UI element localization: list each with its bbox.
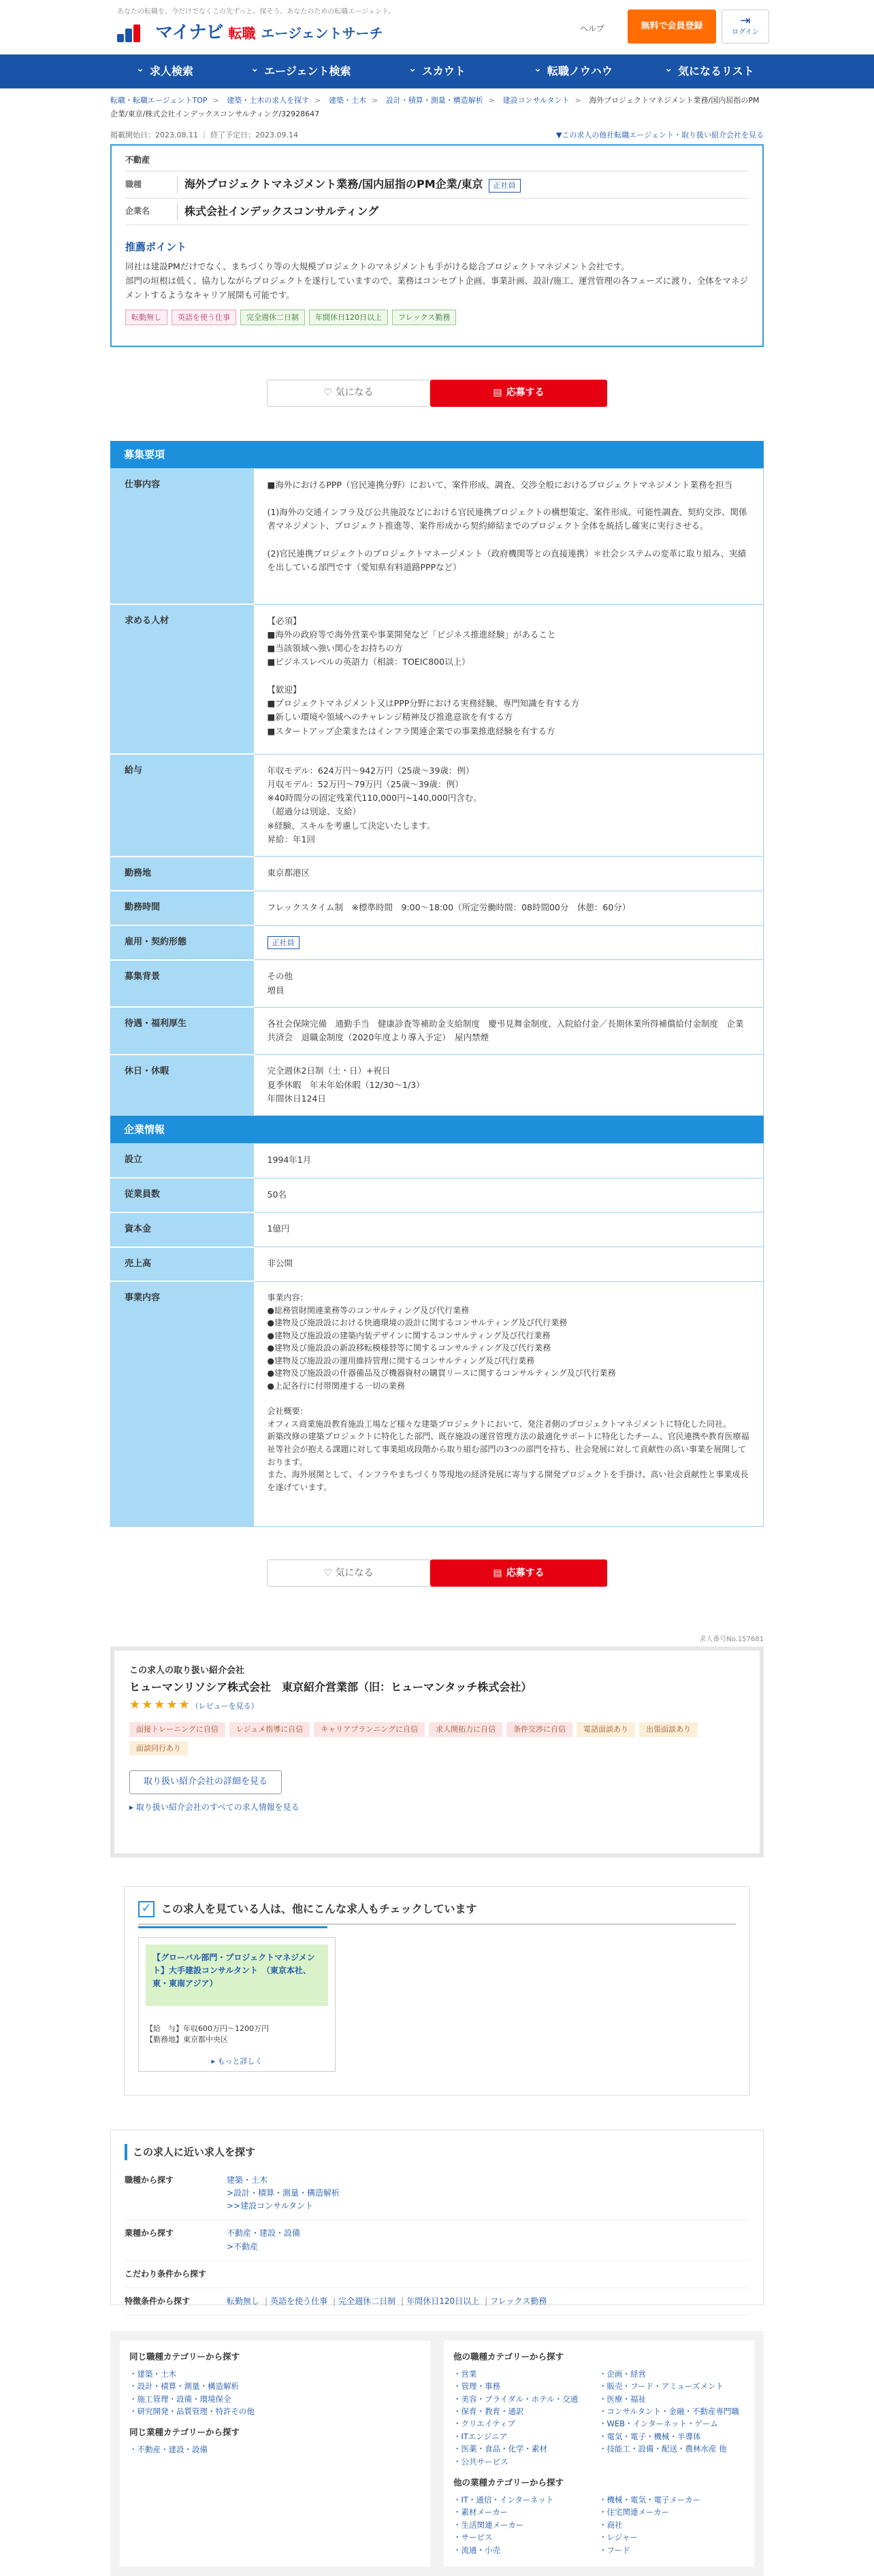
nav-scout[interactable]: ⌄ スカウト [369,54,505,88]
login-label: ログイン [732,29,759,36]
category-link[interactable]: ・ 生活関連メーカー [453,2519,599,2531]
recommend-body: 同社は建設PMだけでなく、まちづくり等の大規模プロジェクトのマネジメントも手がける総合プロジェクトマネジメント会社です。 部門の垣根は低く、協力しながらプロジェクトを遂行していますので、業務はコンセプト企画、事業計画、設計/施工、運営管理の各フェーズに渡り、全体をマネジメントするようなキャリア展開も可能です。 [125,261,748,301]
category-link[interactable]: ・ 管理・事務 [453,2380,599,2392]
site-header [0,0,874,54]
category-link[interactable]: ・ 保育・教育・通訳 [453,2405,599,2417]
table-row: 雇用・契約形態 正社員 [111,925,764,960]
table-row: 給与 年収モデル：624万円〜942万円（25歳〜39歳：例） 月収モデル：52万円〜79万円（25歳〜39歳：例） ※40時間分の固定残業代110,000円~140,000円含む。 （超過分は別途、支給） ※経験、スキルを考慮して決定いたします。 昇給：年1回 [111,754,764,857]
agent-caption: この求人の取り扱い紹介会社 [129,1665,245,1676]
agent-tag: キャリアプランニングに自信 [314,1722,425,1737]
table-row: 売上高 非公開 [111,1247,764,1282]
breadcrumb-item[interactable]: 建設コンサルタント [502,96,570,105]
near-row: こだわり条件から探す [125,2261,749,2288]
nav-knowhow[interactable]: ⌄ 転職ノウハウ [505,54,641,88]
category-link[interactable]: ・ 流通・小売 [453,2544,599,2556]
category-link[interactable]: ・ 公共サービス [453,2456,599,2468]
breadcrumb-current: 海外プロジェクトマネジメント業務/国内屈指のPM企業/東京/株式会社インデックスコンサルティング/32928647 [110,96,760,118]
register-button[interactable]: 無料で会員登録 [628,10,716,44]
breadcrumb: 転職・転職エージェントTOP > 建築・土木の求人を探す > 建築・土木 > 設計・積算・測量・構造解析 > 建設コンサルタント > 海外プロジェクトマネジメント業務/国内屈指のPM企業/東京/株式会社インデックスコンサルティング/32928647 [110,96,760,118]
agent-tag: 面接トレーニングに自信 [129,1722,225,1737]
nav-job-search[interactable]: ⌄ 求人検索 [97,54,233,88]
logo-tenshoku: 転職 [228,24,256,42]
nav-favorites[interactable]: ⌄ 気になるリスト [641,54,777,88]
action-buttons-top [267,380,607,407]
agent-tag: 電話面談あり [577,1722,635,1737]
table-row: 仕事内容 ■海外におけるPPP（官民連携分野）において、案件形成、調査、交渉全般におけるプロジェクトマネジメント業務を担当 (1)海外の交通インフラ及び公共施設などにおける官民連携プロジェクトの構想策定、案件形成、可能性調査、契約交渉、関係者マネジメント、プロジェクト推進等、案件形成から契約締結までのプロジェクト全体を統括し確実に実行させる。 (2)官民連携プロジェクトのプロジェクトマネージメント（政府機関等との直接連携）＊社会システムの変革に取り組み、実績を出している部門です（愛知県有料道路PPPなど） [111,468,764,604]
login-icon: ⇥ [740,14,751,28]
other-agents-link[interactable]: ▼この求人の他社転職エージェント・取り扱い紹介会社を見る [555,131,764,139]
agent-card [110,1647,764,1857]
company-row [125,198,749,225]
recruit-table [110,468,764,1117]
table-row: 資本金 1億円 [111,1212,764,1247]
posting-dates: 掲載開始日：2023.08.11 ｜ 終了予定日：2023.09.14 [110,131,298,139]
apply-icon: ▤ [493,1567,502,1579]
job-title-row [125,171,749,198]
company-name: 株式会社インデックスコンサルティング [177,203,378,220]
near-row: 職種から探す 建築・土木 >設計・積算・測量・構造解析 >>建設コンサルタント [125,2167,749,2221]
tag: 英語を使う仕事 [172,310,236,326]
category-link[interactable]: ・ コンサルタント・金融・不動産専門職 [599,2405,745,2417]
category-link[interactable]: ・ フード [599,2544,745,2556]
agent-name[interactable]: ヒューマンリソシア株式会社 東京紹介営業部（旧：ヒューマンタッチ株式会社） [129,1680,532,1694]
apply-button[interactable]: ▤ 応募する [430,380,607,407]
action-buttons-bottom [267,1559,607,1587]
agent-all-jobs-link[interactable]: ▸ 取り扱い紹介会社のすべての求人情報を見る [129,1802,300,1813]
site-logo[interactable] [117,19,383,48]
near-jobs [110,2130,764,2305]
company-table [110,1143,764,1527]
company-heading: 企業情報 [110,1116,764,1143]
employment-badge: 正社員 [268,936,300,950]
job-summary [110,144,764,347]
review-link[interactable]: （レビューを見る） [191,1702,259,1711]
agent-detail-button[interactable]: 取り扱い紹介会社の詳細を見る [129,1770,282,1794]
category-link[interactable]: ・ 営業 [453,2368,599,2380]
tag: フレックス勤務 [392,310,456,326]
other-category-column: 他の職種カテゴリーから探す ・ 営業 ・ 企画・経営 ・ 管理・事務 ・ 販売・フード・アミューズメント ・ 美容・ブライダル・ホテル・交通 ・ 医療・福祉 ・ 保育・教育・通訳 ・ コンサルタント・金融・不動産専門職 ・ クリエイティブ ・ WEB・インターネット・ゲーム ・ ITエンジニア ・ 電気・電子・機械・半導体 ・ 医薬・食品・化学・素材 ・ 技能工・設備・配送・農林水産 他 ・ 公共サービス 他の業種カテゴリーから探す ・ IT・通信・インターネット ・ 機械・電気・電子メーカー ・ 素材メーカー ・ 住宅関連メーカー ・ 生活関連メーカー ・ 商社 ・ サービス ・ レジャー ・ 流通・小売 ・ フード [444,2341,754,2566]
agent-tag: レジュメ指導に自信 [229,1722,310,1737]
breadcrumb-item[interactable]: 設計・積算・測量・構造解析 [385,96,483,105]
category-link[interactable]: ・ サービス [453,2531,599,2543]
table-row: 勤務地 東京都港区 [111,857,764,891]
job-category: 不動産 [125,154,150,165]
related-job-title[interactable]: 【グローバル部門・プロジェクトマネジメント】大手建設コンサルタント （東京本社、東・東南アジア） [146,1945,328,2006]
category-link[interactable]: ・ WEB・インターネット・ゲーム [599,2417,745,2430]
employment-badge: 正社員 [489,179,521,193]
logo-text: マイナビ [155,22,223,43]
apply-icon: ▤ [493,387,502,399]
category-link[interactable]: ・ 美容・ブライダル・ホテル・交通 [453,2393,599,2405]
login-button[interactable] [722,10,769,44]
logo-sub: エージェントサーチ [261,24,383,42]
help-link[interactable]: ヘルプ [580,24,605,33]
agent-tag: 条件交渉に自信 [506,1722,572,1737]
near-row: 特徴条件から探す 転勤無し | 英語を使う仕事 | 完全週休二日制 | 年間休日120日以上 | フレックス勤務 [125,2288,749,2315]
recommend-title: 推薦ポイント [125,240,187,253]
table-row: 待遇・福利厚生 各社会保険完備 通勤手当 健康診査等補助金支給制度 慶弔見舞金制度、入院給付金／長期休業所得補償給付金制度 企業共済会 退職金制度（2020年度より導入予定） 屋内禁煙 [111,1007,764,1055]
rating-stars: ★★★★★（レビューを見る） [129,1698,259,1713]
recruit-heading: 募集要項 [110,441,764,468]
apply-button[interactable]: ▤ 応募する [430,1559,607,1587]
logo-mark-icon [117,24,150,42]
breadcrumb-item[interactable]: 建築・土木の求人を探す [227,96,310,105]
agent-tag: 求人開拓力に自信 [429,1722,502,1737]
category-link[interactable]: ・ クリエイティブ [453,2417,599,2430]
category-link[interactable]: ・ 商社 [599,2519,745,2531]
job-title: 海外プロジェクトマネジメント業務/国内屈指のPM企業/東京 正社員 [177,176,521,193]
tag: 転勤無し [125,310,167,326]
category-link[interactable]: ・ 機械・電気・電子メーカー [599,2494,745,2506]
tag: 完全週休二日制 [240,310,305,326]
category-link[interactable]: ・ 電気・電子・機械・半導体 [599,2430,745,2443]
also-viewed-heading: ✓ この求人を見ている人は、他にこんな求人もチェックしています [138,1900,736,1925]
table-row: 募集背景 その他 増員 [111,960,764,1008]
table-row: 求める人材 【必須】 ■海外の政府等で海外営業や事業開発など「ビジネス推進経験」があること ■当該領域へ強い関心をお持ちの方 ■ビジネスレベルの英語力（相談：TOEIC800以上） 【歓迎】 ■プロジェクトマネジメント又はPPP分野における実務経験、専門知識を有する方 ■新しい環境や領域へのチャレンジ精神及び推進意欲を有する方 ■スタートアップ企業またはインフラ関連企業での事業推進経験を有する方 [111,604,764,754]
breadcrumb-item[interactable]: 建築・土木 [329,96,367,105]
category-link[interactable]: ・ レジャー [599,2531,745,2543]
job-title-label: 職種 [125,179,142,189]
table-row: 休日・休暇 完全週休2日制（土・日）+祝日 夏季休暇 年末年始休暇（12/30〜1/3） 年間休日124日 [111,1055,764,1116]
near-jobs-heading: この求人に近い求人を探す [125,2144,749,2160]
category-link[interactable]: ・ 住宅関連メーカー [599,2506,745,2518]
posting-meta [110,129,764,142]
agent-tag: 出張面談あり [639,1722,698,1737]
category-link[interactable]: ・ ITエンジニア [453,2430,599,2443]
category-link[interactable]: ・ IT・通信・インターネット [453,2494,599,2506]
same-category-column: 同じ職種カテゴリーから探す ・ 建築・土木 ・ 設計・積算・測量・構造解析 ・ 施工管理・設備・環境保全 ・ 研究開発・品質管理・特許その他 同じ業種カテゴリーから探す ・ 不動産・建設・設備 [120,2341,430,2566]
category-link[interactable]: ・ 医薬・食品・化学・素材 [453,2443,599,2455]
favorite-button[interactable]: ♡ 気になる [267,380,430,407]
agent-tag: 面談同行あり [129,1741,188,1756]
related-job-more-link[interactable]: ▸ もっと詳しく [211,2056,263,2066]
near-row: 業種から探す 不動産・建設・設備 >不動産 [125,2220,749,2260]
agent-tags [129,1722,715,1755]
nav-agent-search[interactable]: ⌄ エージェント検索 [233,54,369,88]
table-row: 事業内容 事業内容： ●総務管財関連業務等のコンサルティング及び代行業務 ●建物及び施設設における快適環境の設計に関するコンサルティング及び代行業務 ●建物及び施設設の建築内装デザインに関するコンサルティング及び代行業務 ●建物及び施設設の新設移転模様替等に関するコンサルティング及び代行業務 ●建物及び施設設の運用維持管理に関するコンサルティング及び代行業務 ●建物及び施設設の什器備品及び機器資材の購買リースに関するコンサルティング及び代行業務 ●上記各行に付帯関連する一切の業務 会社概要： オフィス商業施設教育施設工場など様々な建築プロジェクトにおいて、発注者側のプロジェクトマネジメントに特化した同社。 新築改修の建築プロジェクトに特化した部門、既存施設の運営管理方法の最適化サポートに特化したチーム、官民連携や教育医療福祉等社会が抱える課題に対して事業組成段階から取り組む部門の3つの部門を持ち、社会発展に対して貢献性の高い事業を展開しております。 また、海外展開として、インフラやまちづくり等現地の経済発展に寄与する開発プロジェクトを手掛け、高い社会貢献性と事業成長を遂げています。 [111,1281,764,1526]
category-links [110,2331,764,2576]
job-number: 求人番号No.157681 [699,1635,764,1643]
table-row: 勤務時間 フレックスタイム制 ※標準時間 9:00〜18:00（所定労働時間：08時間00分 休憩：60分） [111,891,764,925]
related-job-info: 【給 与】年収600万円〜1200万円 【勤務地】東京都中央区 [146,2024,269,2045]
check-icon: ✓ [138,1901,155,1917]
header-tagline: あなたの転職を、今だけでなくこの先ずっと。探そう、あなたのための転職エージェント。 [117,8,395,16]
category-link[interactable]: ・ 技能工・設備・配送・農林水産 他 [599,2443,745,2455]
category-link[interactable]: ・ 医療・福祉 [599,2393,745,2405]
category-link[interactable]: ・ 販売・フード・アミューズメント [599,2380,745,2392]
favorite-button[interactable]: ♡ 気になる [267,1559,430,1587]
also-viewed [124,1886,750,2096]
table-row: 設立 1994年1月 [111,1144,764,1178]
related-job-card[interactable] [138,1937,336,2072]
tag: 年間休日120日以上 [309,310,388,326]
company-label: 企業名 [125,206,150,216]
category-link[interactable]: ・ 素材メーカー [453,2506,599,2518]
global-nav [0,54,874,88]
feature-tags [125,310,749,326]
category-link[interactable]: ・ 企画・経営 [599,2368,745,2380]
breadcrumb-item[interactable]: 転職・転職エージェントTOP [110,96,208,105]
table-row: 従業員数 50名 [111,1178,764,1212]
